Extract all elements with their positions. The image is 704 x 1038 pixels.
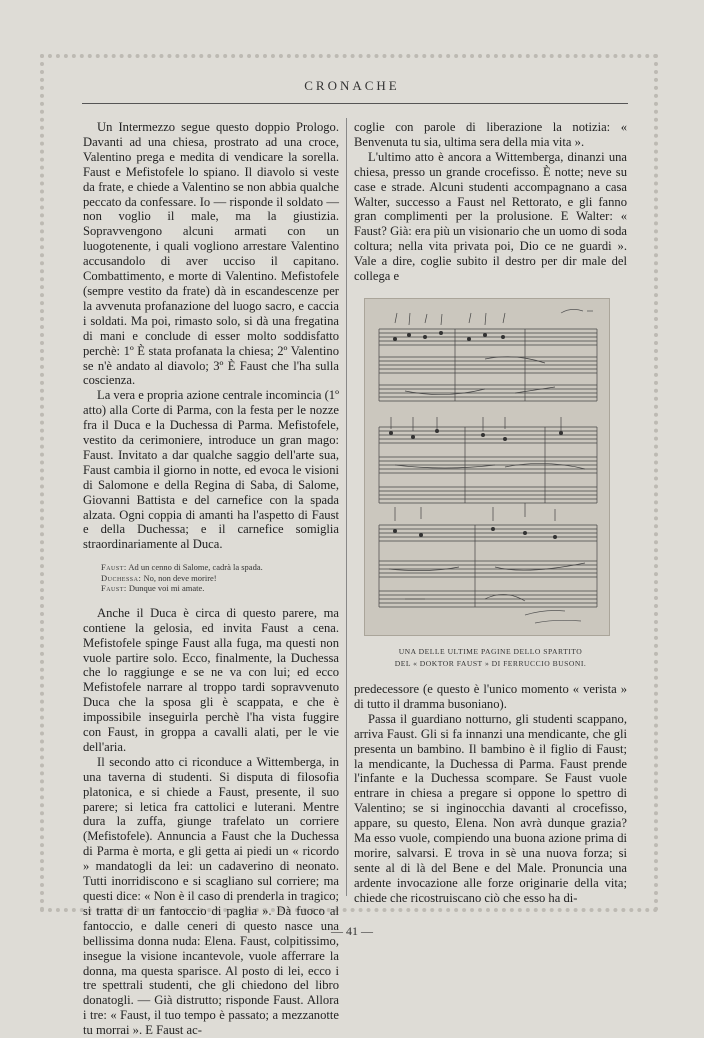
paragraph: Il secondo atto ci riconduce a Wittemberga, in una taverna di studenti. Si disputa di filosofia platonica, e si chiede a Faust, presente, il suo parere; si letica fra cattolici e luterani. Mentre dura la zuffa, giunge trafelato un corriere (Mefistofele). Annuncia a Faust che la Duchessa di Parma è morta, e gli getta ai piedi un « ricordo » mandatogli da lei: un cadaverino di neonato. Tutti inorridiscono e si scagliano sul corriere; ma questi dice: « Non è il caso di prenderla in tragico; si tratta di un fantoccio di paglia ». Dà fuoco al fantoccio, e dalle ceneri di questo nasce una bellissima donna nuda: Elena. Faust, colpitissimo, insegue la visione incantevole, vuole afferrare la donna, ma questa sparisce. Al posto di lei, ecco i tre spettrali studenti, che gli chiedono del libro donatogli. — Già distrutto; risponde Faust. Allora i tre: « Faust, il tuo tempo è passato; a mezzanotte tu morrai ». E Faust ac- — [83, 754, 339, 1038]
paragraph: Anche il Duca è circa di questo parere, ma contiene la gelosia, ed invita Faust a cena. Mefistofele spinge Faust alla fuga, ma questi non vuole partire solo. Ecco, finalmente, la Duchessa che lo raggiunge e se ne va con lui; ed ecco Mefistofele narrare al troppo tardi sopravvenuto Duca che la sposa gli è scappata, e che è impossibile inseguirla perchè l'ha vista fuggire con Faust, in groppa a cavalli alati, per le vie dell'aria. — [83, 605, 339, 754]
header-rule — [82, 103, 628, 104]
quote-line: Ad un cenno di Salome, cadrà la spada. — [128, 562, 263, 573]
speaker: Faust: — [101, 562, 127, 573]
left-column — [83, 120, 339, 1038]
speaker: Faust: — [101, 583, 127, 594]
caption-line: DEL « DOKTOR FAUST » DI FERRUCCIO BUSONI. — [394, 658, 587, 668]
right-column — [354, 120, 627, 906]
caption-line: UNA DELLE ULTIME PAGINE DELLO SPARTITO — [398, 646, 583, 656]
paragraph: La vera e propria azione centrale incomincia (1º atto) alla Corte di Parma, con la festa per le nozze fra il Duca e la Duchessa di Parma. Mefistofele, vestito da cerimoniere, introduce un gran mago: Faust. Invitato a dar qualche saggio dell'arte sua, Faust cambia il giorno in notte, ed evoca le visioni di Salomone e della Regina di Saba, di Salome, Giovanni Battista e del carnefice con la spada alzata. Ogni coppia di amanti ha l'aspetto di Faust e della Duchessa; e il carnefice somiglia straordinariamente al Duca. — [83, 388, 340, 552]
page-header: CRONACHE — [304, 78, 400, 93]
paragraph: predecessore (e questo è l'unico momento « verista » di tutto il dramma busoniano). — [354, 681, 627, 711]
music-score-image — [364, 298, 610, 636]
speaker: Duchessa: — [101, 572, 142, 583]
quote-line: Dunque voi mi amate. — [128, 583, 205, 594]
column-divider — [346, 118, 347, 896]
quote-line: No, non deve morire! — [143, 572, 217, 583]
paragraph: Un Intermezzo segue questo doppio Prologo. Davanti ad una chiesa, prostrato ad una croce, Valentino prega e medita di vendicare la sorella. Faust e Mefistofele lo spiano. Il diavolo si veste da frate, e chiede a Valentino se non abbia qualche peccato da confessare. Io — risponde il soldato — non voglio il male, ma la giustizia. Sopravvengono alcuni armati con un luogotenente, i quali vogliono arrestare Valentino accusandolo di aver ucciso il capitano. Combattimento, e morte di Valentino. Mefistofele (sempre vestito da frate) dà in escandescenze per la avvenuta profanazione del luogo sacro, e caccia i soldati. Ma poi, rimasto solo, si dà una fregatina di mani e conclude di esser molto soddisfatto perchè: 1º È stata profanata la chiesa; 2º Valentino se n'è andato al diavolo; 3º È Faust che l'ha sulla coscienza. — [83, 120, 339, 388]
paragraph: coglie con parole di liberazione la notizia: « Benvenuta tu sia, ultima sera della mia vita ». — [354, 120, 627, 149]
score-sketch — [365, 299, 609, 635]
figure-caption — [354, 646, 627, 670]
dialogue-quote — [101, 562, 339, 594]
page-number: — 41 — — [331, 924, 373, 938]
paragraph: Passa il guardiano notturno, gli studenti scappano, arriva Faust. Gli si fa innanzi una mendicante, che gli presenta un bambino. Il bambino è il figlio di Faust; la mendicante, la Duchessa di Parma. Faust prende l'infante e la Duchessa scompare. Se Faust vuole entrare in chiesa a pregare si oppone lo spettro di Valentino; se si inginocchia davanti al crocefisso, appare, su questo, Elena. Non avrà dunque grazia? Ma esso vuole, compiendo una buona azione prima di morire, salvarsi. E trova in sè una nuova forza; si sente al di là del Bene e del Male. Pronuncia una ardente invocazione alle forze originarie della vita; chiede che ricostruiscano ciò che esso ha di- — [354, 711, 627, 905]
paragraph: L'ultimo atto è ancora a Wittemberga, dinanzi una chiesa, presso un grande crocefisso. È notte; neve su case e strade. Alcuni studenti accompagnano a casa Walter, successo a Faust nel Rettorato, e gli fanno gran complimenti per la prolusione. E Walter: « Faust? Già: era più un visionario che un uomo di soda coltura; nella vita privata poi, Dio ce ne guardi ». Vale a dire, coglie subito il destro per dir male del collega e — [354, 149, 627, 284]
